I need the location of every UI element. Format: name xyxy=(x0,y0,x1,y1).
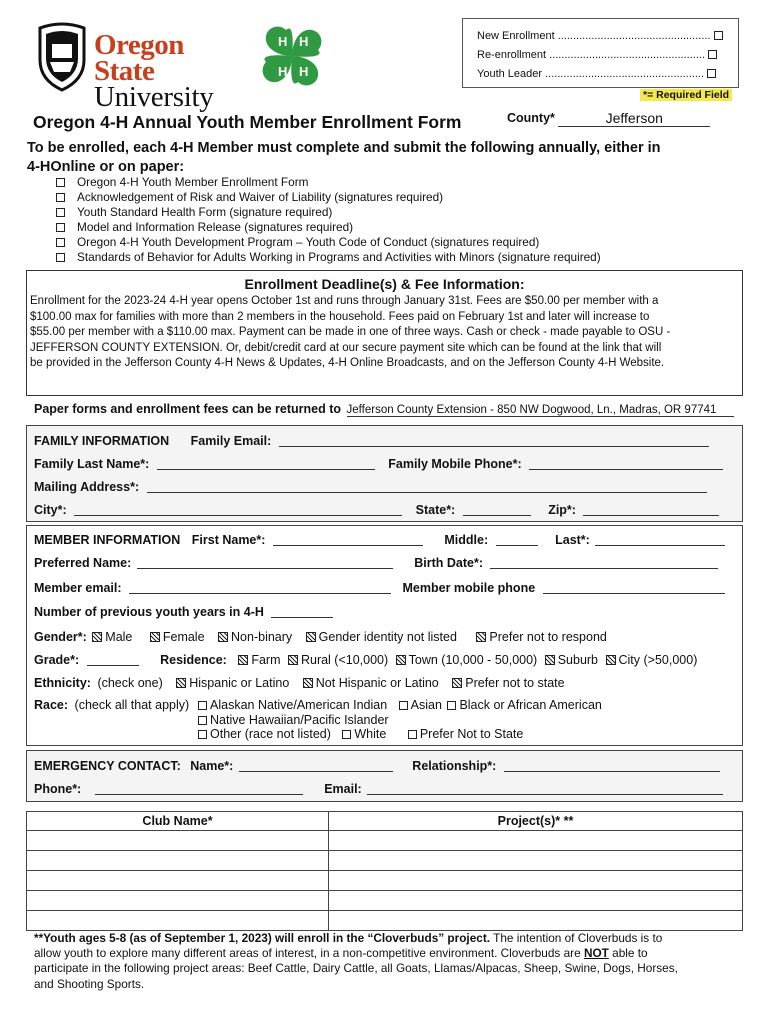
family-name-row: Family Last Name*: Family Mobile Phone*: xyxy=(34,457,723,471)
new-enrollment-option[interactable]: New Enrollment .................................................. xyxy=(477,27,738,46)
preferred-name-input[interactable] xyxy=(137,557,393,569)
residence-option-farm[interactable]: Farm xyxy=(238,653,280,667)
checkbox-icon[interactable] xyxy=(452,678,462,688)
member-name-row: MEMBER INFORMATION First Name*: Middle: Last*: xyxy=(34,533,725,547)
race-option-white[interactable]: White xyxy=(342,727,386,741)
list-item[interactable]: Standards of Behavior for Adults Working in Programs and Activities with Minors (signature required) xyxy=(56,250,601,265)
table-row[interactable] xyxy=(27,831,743,851)
race-option-asian[interactable]: Asian xyxy=(399,698,442,712)
checkbox-icon[interactable] xyxy=(447,701,456,710)
svg-text:H: H xyxy=(278,64,288,79)
checkbox-icon[interactable] xyxy=(198,730,207,739)
preferred-birth-row: Preferred Name: Birth Date*: xyxy=(34,556,718,570)
youth-leader-option[interactable]: Youth Leader .................................................... xyxy=(477,65,738,84)
checkbox-icon[interactable] xyxy=(545,655,555,665)
clover-icon xyxy=(258,22,326,92)
projects-cell[interactable] xyxy=(329,911,743,931)
table-header-row xyxy=(27,812,743,831)
club-name-cell[interactable] xyxy=(27,831,329,851)
member-mobile-input[interactable] xyxy=(543,582,725,594)
family-last-name-input[interactable] xyxy=(157,458,375,470)
gender-row: Gender*: Male Female Non-binary Gender identity not listed Prefer not to respond xyxy=(34,630,607,644)
family-email-input[interactable] xyxy=(279,435,709,447)
ethnicity-option-not-hispanic[interactable]: Not Hispanic or Latino xyxy=(303,676,439,690)
4h-clover-logo xyxy=(258,22,326,92)
club-name-cell[interactable] xyxy=(27,851,329,871)
ethnicity-option-prefer-not[interactable]: Prefer not to state xyxy=(452,676,564,690)
ethnicity-row: Ethnicity: (check one) Hispanic or Latino Not Hispanic or Latino Prefer not to state xyxy=(34,676,565,690)
checkbox-icon[interactable] xyxy=(198,716,207,725)
checkbox-icon[interactable] xyxy=(238,655,248,665)
family-email-row: FAMILY INFORMATION Family Email: xyxy=(34,434,709,448)
zip-input[interactable] xyxy=(583,504,719,516)
table-row[interactable] xyxy=(27,891,743,911)
race-option-black[interactable]: Black or African American xyxy=(447,698,601,712)
city-input[interactable] xyxy=(74,504,402,516)
checkbox-icon[interactable] xyxy=(342,730,351,739)
checkbox-icon[interactable] xyxy=(92,632,102,642)
checkbox-icon[interactable] xyxy=(606,655,616,665)
club-name-cell[interactable] xyxy=(27,871,329,891)
checkbox-icon[interactable] xyxy=(56,253,65,262)
emergency-phone-input[interactable] xyxy=(95,783,303,795)
middle-name-input[interactable] xyxy=(496,534,538,546)
osu-logo xyxy=(34,22,249,113)
gender-option-female[interactable]: Female xyxy=(150,630,205,644)
residence-option-town[interactable]: Town (10,000 - 50,000) xyxy=(396,653,538,667)
mailing-address-input[interactable] xyxy=(147,481,707,493)
checkbox-icon[interactable] xyxy=(56,178,65,187)
club-name-cell[interactable] xyxy=(27,911,329,931)
club-name-cell[interactable] xyxy=(27,891,329,911)
gender-option-not-listed[interactable]: Gender identity not listed xyxy=(306,630,457,644)
projects-cell[interactable] xyxy=(329,831,743,851)
checkbox-icon[interactable] xyxy=(56,223,65,232)
gender-option-male[interactable]: Male xyxy=(92,630,132,644)
member-email-input[interactable] xyxy=(129,582,391,594)
club-name-header: Club Name* xyxy=(27,812,329,831)
state-input[interactable] xyxy=(463,504,531,516)
club-project-table xyxy=(26,811,743,931)
race-options xyxy=(198,698,602,742)
race-option-alaskan[interactable]: Alaskan Native/American Indian xyxy=(198,698,387,712)
prev-years-input[interactable] xyxy=(271,606,333,618)
checkbox-icon[interactable] xyxy=(56,193,65,202)
checkbox-icon[interactable] xyxy=(303,678,313,688)
required-field-note: *= Required Field xyxy=(640,89,732,101)
emergency-name-input[interactable] xyxy=(239,760,393,772)
checkbox-icon[interactable] xyxy=(288,655,298,665)
checkbox-icon[interactable] xyxy=(198,701,207,710)
deadline-box xyxy=(26,270,743,396)
checkbox-icon[interactable] xyxy=(476,632,486,642)
family-mobile-input[interactable] xyxy=(529,458,723,470)
list-item[interactable]: Youth Standard Health Form (signature required) xyxy=(56,205,601,220)
table-row[interactable] xyxy=(27,851,743,871)
birth-date-input[interactable] xyxy=(490,557,718,569)
city-state-zip-row: City*: State*: Zip*: xyxy=(34,503,719,517)
ethnicity-option-hispanic[interactable]: Hispanic or Latino xyxy=(176,676,289,690)
svg-text:H: H xyxy=(299,64,309,79)
list-item[interactable]: Oregon 4-H Youth Development Program – Youth Code of Conduct (signatures required) xyxy=(56,235,601,250)
list-item[interactable]: Acknowledgement of Risk and Waiver of Liability (signatures required) xyxy=(56,190,601,205)
checkbox-icon[interactable] xyxy=(708,50,717,59)
intro-heading: To be enrolled, each 4-H Member must complete and submit the following annually, either in 4-HOnline or on paper: xyxy=(27,140,661,175)
projects-cell[interactable] xyxy=(329,851,743,871)
member-contact-row: Member email: Member mobile phone xyxy=(34,581,725,595)
race-row: Race: (check all that apply) xyxy=(34,698,190,712)
checkbox-icon[interactable] xyxy=(306,632,316,642)
emergency-name-row: EMERGENCY CONTACT: Name*: Relationship*: xyxy=(34,759,720,773)
race-option-hawaiian[interactable]: Native Hawaiian/Pacific Islander xyxy=(198,713,389,727)
list-item[interactable]: Oregon 4-H Youth Member Enrollment Form xyxy=(56,175,601,190)
return-address-field[interactable]: Jefferson County Extension - 850 NW Dogwood, Ln., Madras, OR 97741 xyxy=(347,404,735,417)
requirements-list xyxy=(56,175,601,265)
emergency-relationship-input[interactable] xyxy=(504,760,720,772)
return-to-row: Paper forms and enrollment fees can be returned to Jefferson County Extension - 850 NW Dogwood, Ln., Madras, OR 97741 xyxy=(34,402,734,417)
enrollment-type-box xyxy=(462,18,739,88)
form-title: Oregon 4-H Annual Youth Member Enrollment Form xyxy=(33,112,462,132)
list-item[interactable]: Model and Information Release (signatures required) xyxy=(56,220,601,235)
university-name: Oregon State University xyxy=(94,29,214,113)
table-row[interactable] xyxy=(27,911,743,931)
gender-option-nonbinary[interactable]: Non-binary xyxy=(218,630,292,644)
county-field[interactable]: County* Jefferson xyxy=(507,110,710,127)
gender-option-prefer-not[interactable]: Prefer not to respond xyxy=(476,630,606,644)
residence-option-suburb[interactable]: Suburb xyxy=(545,653,598,667)
checkbox-icon[interactable] xyxy=(707,69,716,78)
svg-text:H: H xyxy=(278,34,288,49)
emergency-email-input[interactable] xyxy=(367,783,723,795)
checkbox-icon[interactable] xyxy=(396,655,406,665)
deadline-text: Enrollment for the 2023-24 4-H year opens October 1st and runs through January 31st. Fees are $50.00 per member with a $100.00 max for families with more than 2 members in the household. Fees paid on February 1st and later will increase to $55.00 per member with a $110.00 max. Payment can be made in one of three ways. Cash or check - made payable to OSU - JEFFERSON COUNTY EXTENSION. Or, debit/credit card at our secure payment site which can be found at the link that will be provided in the Jefferson County 4-H News & Updates, 4-H Online Broadcasts, and on the Jefferson County 4-H Website. xyxy=(30,295,671,370)
residence-option-rural[interactable]: Rural (<10,000) xyxy=(288,653,388,667)
emergency-phone-row: Phone*: Email: xyxy=(34,782,723,796)
osu-seal-icon xyxy=(34,22,90,92)
projects-header: Project(s)* ** xyxy=(329,812,743,831)
prev-years-row: Number of previous youth years in 4-H xyxy=(34,605,333,619)
mailing-address-row: Mailing Address*: xyxy=(34,480,707,494)
race-option-other[interactable]: Other (race not listed) xyxy=(198,727,331,741)
deadline-heading: Enrollment Deadline(s) & Fee Information: xyxy=(244,276,525,292)
first-name-input[interactable] xyxy=(273,534,423,546)
checkbox-icon[interactable] xyxy=(56,208,65,217)
checkbox-icon[interactable] xyxy=(176,678,186,688)
grade-residence-row: Grade*: Residence: Farm Rural (<10,000) Town (10,000 - 50,000) Suburb City (>50,000) xyxy=(34,653,698,667)
grade-input[interactable] xyxy=(87,654,139,666)
projects-cell[interactable] xyxy=(329,871,743,891)
checkbox-icon[interactable] xyxy=(150,632,160,642)
checkbox-icon[interactable] xyxy=(56,238,65,247)
re-enrollment-option[interactable]: Re-enrollment ................................................... xyxy=(477,46,738,65)
checkbox-icon[interactable] xyxy=(408,730,417,739)
svg-text:H: H xyxy=(299,34,309,49)
checkbox-icon[interactable] xyxy=(399,701,408,710)
cloverbuds-footnote: **Youth ages 5-8 (as of September 1, 2023) will enroll in the “Cloverbuds” project. The intention of Cloverbuds is to allow youth to explore many different areas of interest, in a non-competitive environment. Cloverbuds are NOT able to participate in the following project areas: Beef Cattle, Dairy Cattle, all Goats, Llamas/Alpacas, Sheep, Swine, Dogs, Horses, and Shooting Sports. xyxy=(34,931,678,991)
last-name-input[interactable] xyxy=(595,534,725,546)
table-row[interactable] xyxy=(27,871,743,891)
checkbox-icon[interactable] xyxy=(218,632,228,642)
checkbox-icon[interactable] xyxy=(714,31,723,40)
county-input[interactable]: Jefferson xyxy=(558,110,710,127)
race-option-prefer-not[interactable]: Prefer Not to State xyxy=(408,727,524,741)
projects-cell[interactable] xyxy=(329,891,743,911)
residence-option-city[interactable]: City (>50,000) xyxy=(606,653,698,667)
